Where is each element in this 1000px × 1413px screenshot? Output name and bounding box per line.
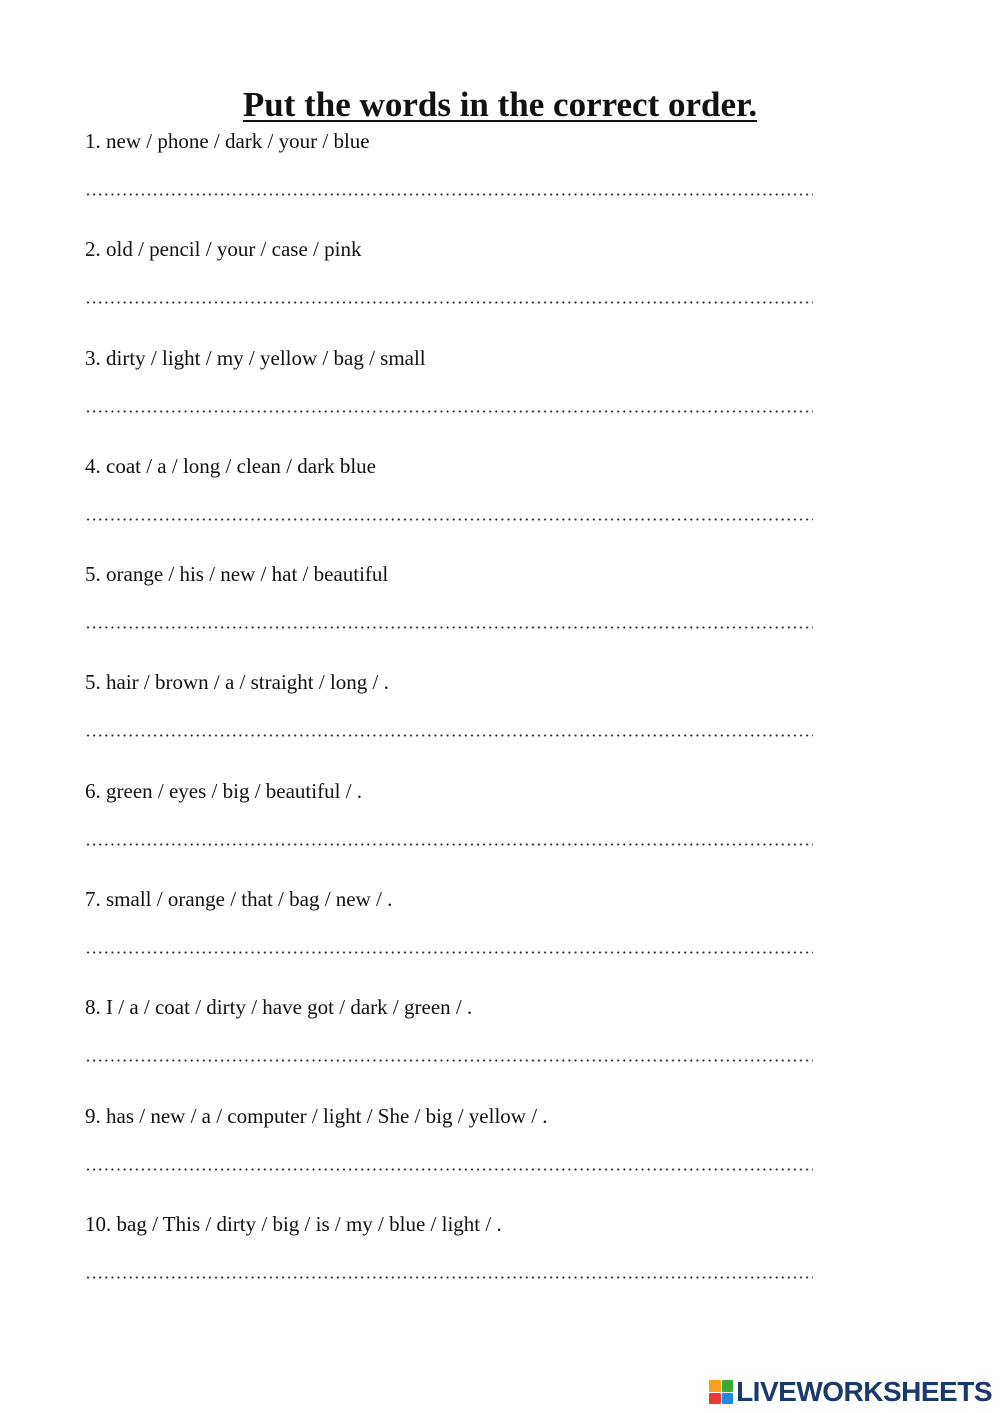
question-prompt: 6. green / eyes / big / beautiful / . (85, 778, 363, 803)
question-prompt: 10. bag / This / dirty / big / is / my / blue / light / . (85, 1211, 502, 1236)
answer-line[interactable] (85, 1168, 813, 1171)
question-prompt: 1. new / phone / dark / your / blue (85, 129, 370, 153)
liveworksheets-icon (709, 1380, 733, 1404)
question-item (85, 235, 825, 343)
question-item (85, 777, 825, 885)
question-item (85, 885, 825, 993)
question-list (85, 127, 825, 1318)
worksheet-title: Put the words in the correct order. (242, 85, 758, 124)
answer-line[interactable] (85, 518, 813, 521)
brand-name: LIVEWORKSHEETS (736, 1376, 992, 1407)
answer-line[interactable] (85, 1059, 813, 1062)
question-item (85, 452, 825, 560)
question-prompt: 2. old / pencil / your / case / pink (85, 237, 362, 262)
question-item (85, 127, 825, 235)
answer-line[interactable] (85, 1276, 813, 1279)
answer-line[interactable] (85, 193, 813, 196)
answer-line[interactable] (85, 734, 813, 737)
question-prompt: 9. has / new / a / computer / light / She / big / yellow / . (85, 1103, 548, 1128)
logo-tile-icon (709, 1380, 721, 1392)
answer-line[interactable] (85, 951, 813, 954)
question-prompt: 8. I / a / coat / dirty / have got / dark / green / . (85, 995, 473, 1020)
question-item (85, 344, 825, 452)
logo-tile-icon (722, 1393, 734, 1405)
question-prompt: 3. dirty / light / my / yellow / bag / small (85, 345, 426, 370)
question-prompt: 5. hair / brown / a / straight / long / . (85, 670, 389, 695)
question-item (85, 668, 825, 776)
liveworksheets-logo[interactable] (709, 1377, 992, 1407)
question-item (85, 1210, 825, 1318)
logo-tile-icon (709, 1393, 721, 1405)
logo-tile-icon (722, 1380, 734, 1392)
answer-line[interactable] (85, 626, 813, 629)
answer-line[interactable] (85, 410, 813, 413)
question-prompt: 7. small / orange / that / bag / new / . (85, 887, 393, 912)
question-prompt: 5. orange / his / new / hat / beautiful (85, 562, 389, 587)
answer-line[interactable] (85, 301, 813, 304)
question-item (85, 560, 825, 668)
question-item (85, 1102, 825, 1210)
question-item (85, 993, 825, 1101)
answer-line[interactable] (85, 843, 813, 846)
question-prompt: 4. coat / a / long / clean / dark blue (85, 453, 376, 478)
